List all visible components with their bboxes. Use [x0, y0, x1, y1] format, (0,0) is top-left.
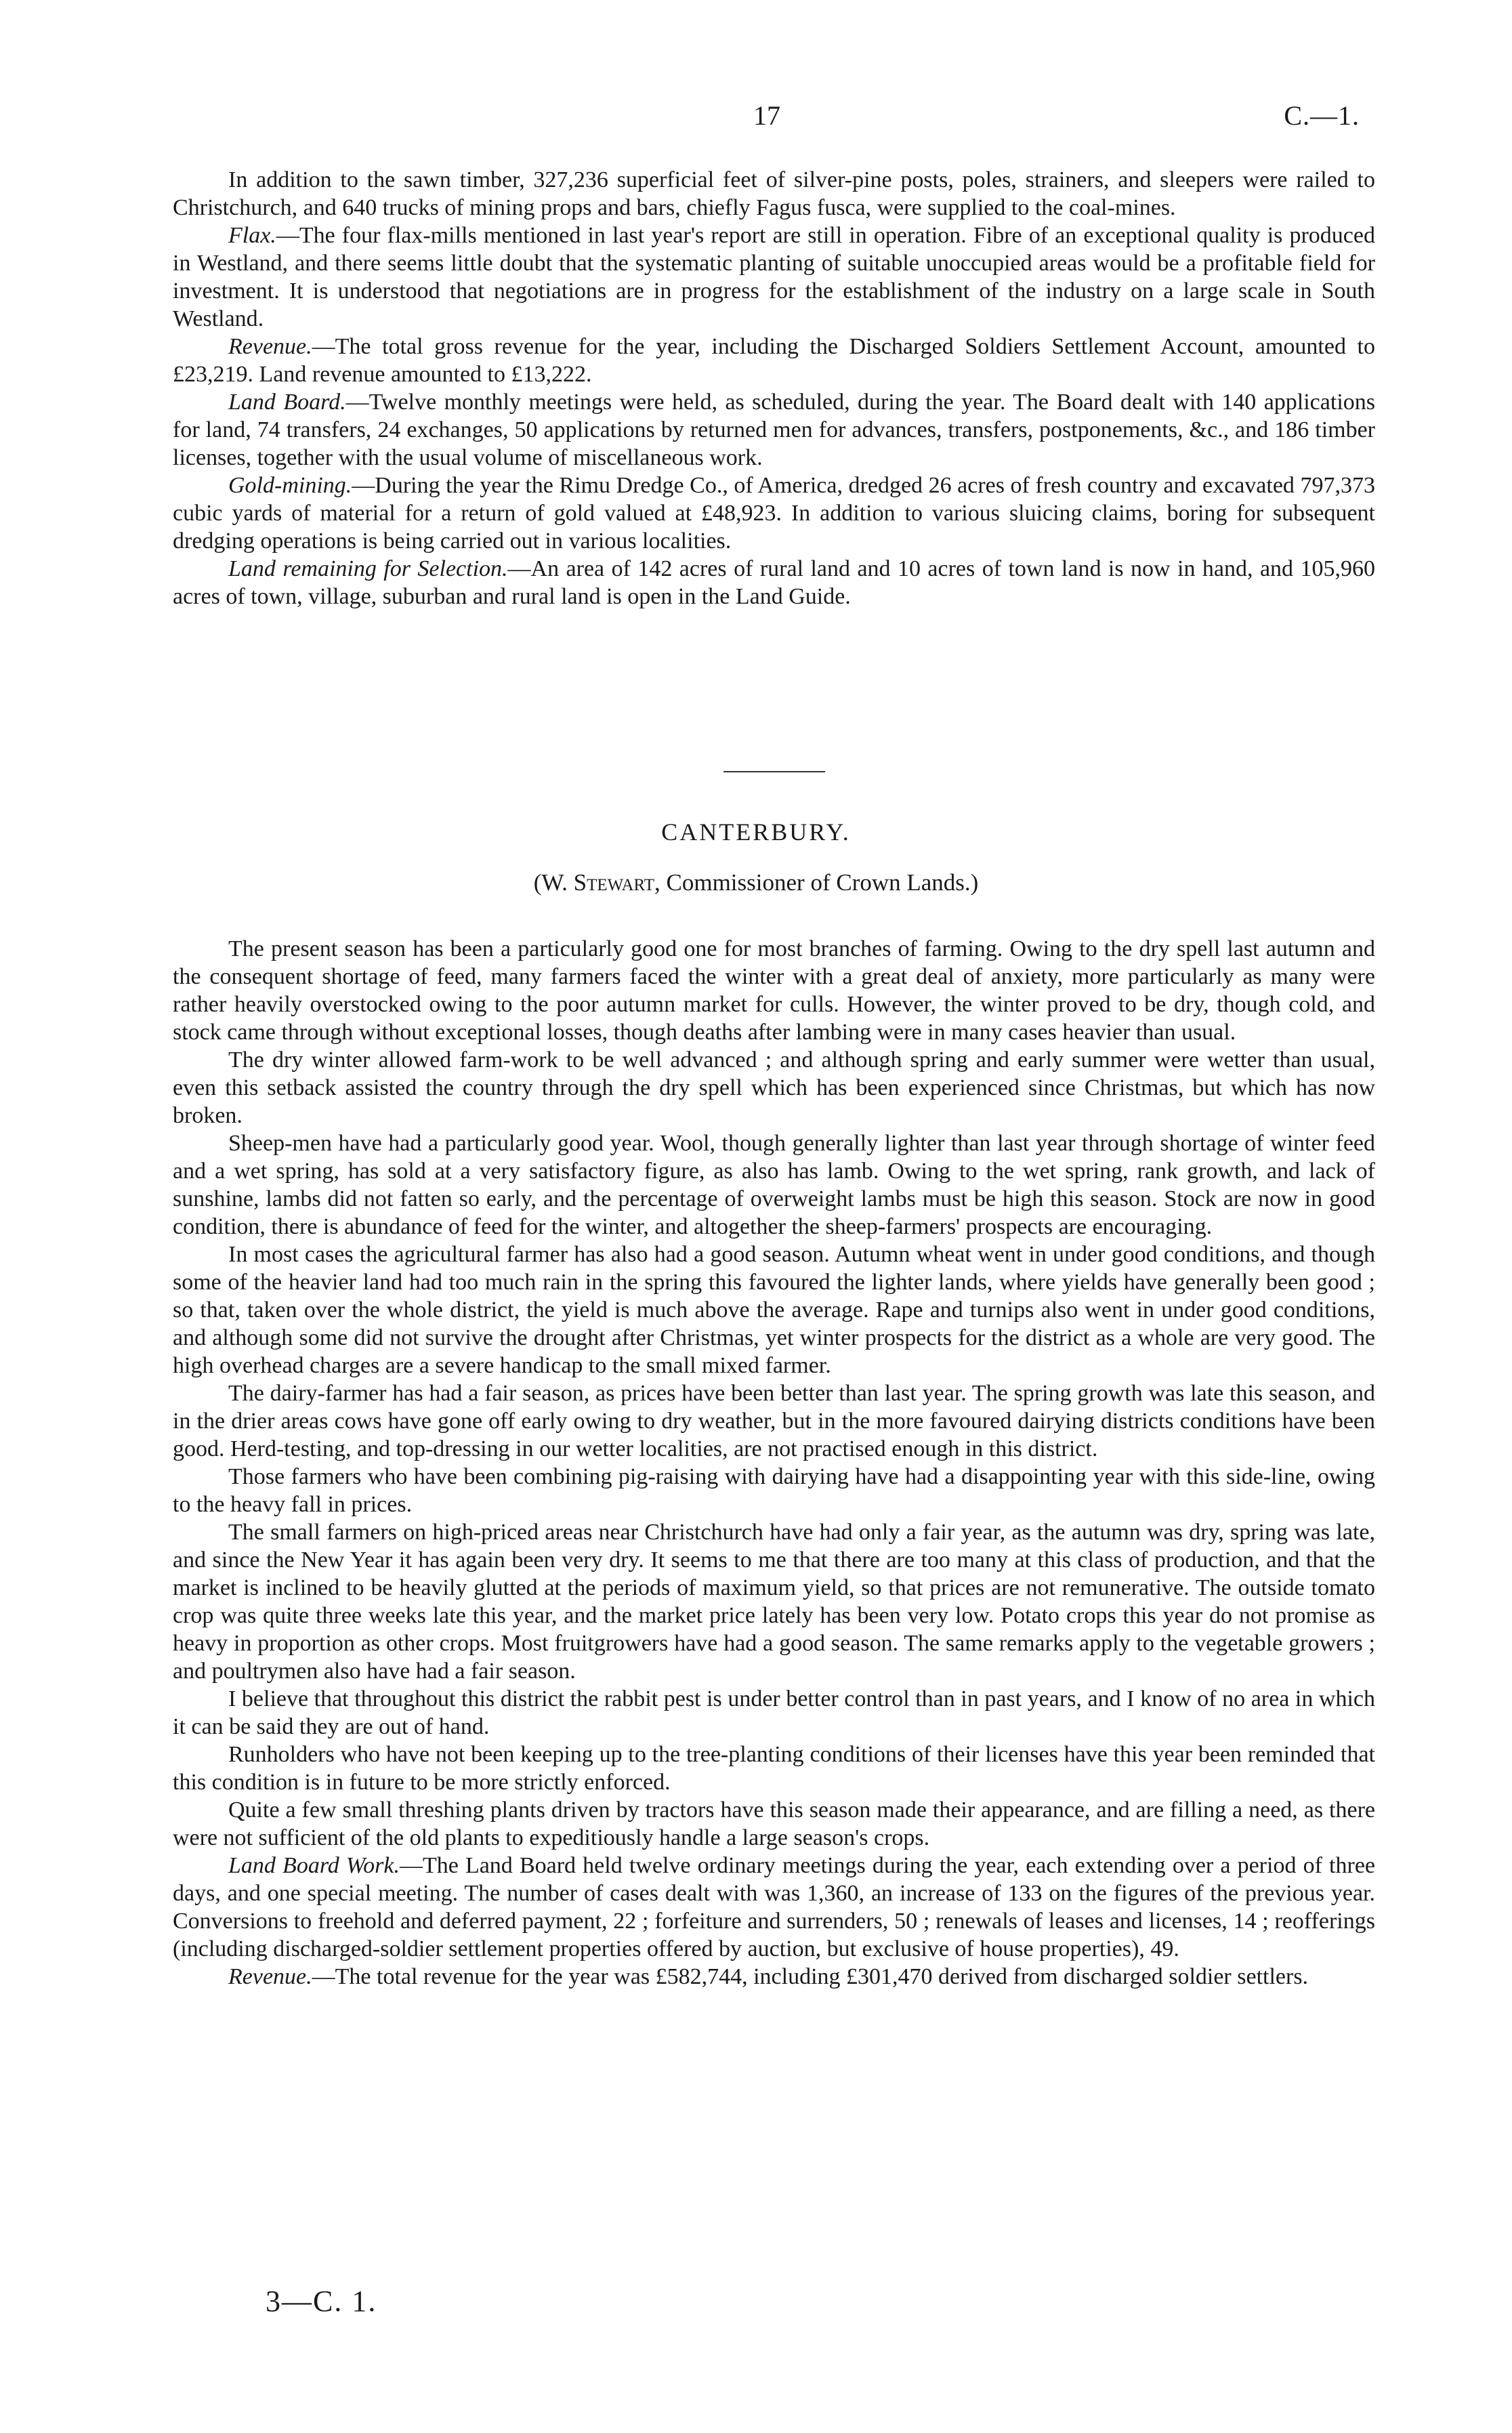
season-paragraph: The present season has been a particularly good one for most branches of farming. Owing to the dry spell last autumn and the consequent shortage of feed, many farmers faced the winter with a great deal of anxiety, more particularly as many were rather heavily overstocked owing to the poor autumn market for culls. However, the winter proved to be dry, though cold, and stock came through without exceptional losses, though deaths after lambing were in many cases heavier than usual.	[173, 936, 1375, 1045]
pig-raising-paragraph: Those farmers who have been combining pig-raising with dairying have had a disappointing year with this side-line, owing to the heavy fall in prices.	[173, 1464, 1375, 1517]
dry-winter-paragraph: The dry winter allowed farm-work to be well advanced ; and although spring and early summer were wetter than usual, even this setback assisted the country through the dry spell which has been experienced since Christmas, but which has now broken.	[173, 1047, 1375, 1128]
section-title: CANTERBURY.	[661, 818, 851, 846]
threshing-plants-paragraph: Quite a few small threshing plants driven by tractors have this season made their appearance, and are filling a need, as there were not sufficient of the old plants to expeditiously handle a large season's crops.	[173, 1797, 1375, 1850]
commissioner-name: Stewart	[573, 869, 655, 896]
flax-paragraph	[173, 222, 1375, 333]
dairy-paragraph: The dairy-farmer has had a fair season, as prices have been better than last year. The spring growth was late this season, and in the drier areas cows have gone off early owing to dry weather, but in the more favoured dairying districts conditions have been good. Herd-testing, and top-dressing in our wetter localities, are not practised enough in this district.	[173, 1381, 1375, 1461]
tree-planting-paragraph: Runholders who have not been keeping up to the tree-planting conditions of their licenses have this year been reminded that this condition is in future to be more strictly enforced.	[173, 1742, 1375, 1795]
westland-continued-section	[173, 166, 1375, 610]
gold-mining-paragraph	[173, 472, 1375, 555]
land-selection-paragraph	[173, 555, 1375, 610]
land-board-text: —Twelve monthly meetings were held, as scheduled, during the year. The Board dealt with 140 applications for land, 74 transfers, 24 exchanges, 50 applications by returned men for advances, transfers, postponements, &c., and 186 timber licenses, together with the usual volume of miscellaneous work.	[173, 390, 1375, 470]
agriculture-paragraph: In most cases the agricultural farmer has also had a good season. Autumn wheat went in under good conditions, and though some of the heavier land had too much rain in the spring this favoured the lighter lands, where yields have generally been good ; so that, taken over the whole district, the yield is much above the average. Rape and turnips also went in under good conditions, and although some did not survive the drought after Christmas, yet winter prospects for the district as a whole are very good. The high overhead charges are a severe handicap to the small mixed farmer.	[173, 1242, 1375, 1378]
land-board-paragraph	[173, 388, 1375, 472]
canterbury-revenue-text: —The total revenue for the year was £582,744, including £301,470 derived from discharged soldier settlers.	[312, 1964, 1309, 1989]
page-number: 17	[753, 100, 780, 131]
timber-paragraph: In addition to the sawn timber, 327,236 superficial feet of silver-pine posts, poles, strainers, and sleepers were railed to Christchurch, and 640 trucks of mining props and bars, chiefly Fagus fusca, were supplied to the coal-mines.	[173, 167, 1375, 220]
section-divider	[723, 771, 825, 772]
rabbit-pest-paragraph: I believe that throughout this district the rabbit pest is under better control than in past years, and I know of no area in which it can be said they are out of hand.	[173, 1686, 1375, 1739]
land-selection-heading: Land remaining for Selection.	[228, 556, 508, 581]
land-board-heading: Land Board.	[228, 390, 346, 415]
land-selection-text: —An area of 142 acres of rural land and 10 acres of town land is now in hand, and 105,960 acres of town, village, suburban and rural land is open in the Land Guide.	[173, 556, 1375, 609]
flax-heading: Flax.	[228, 223, 276, 248]
canterbury-section	[173, 935, 1375, 1991]
sheep-paragraph: Sheep-men have had a particularly good year. Wool, though generally lighter than last year through shortage of winter feed and a wet spring, has sold at a very satisfactory figure, as also has lamb. Owing to the wet spring, rank growth, and lack of sunshine, lambs did not fatten so early, and the percentage of overweight lambs must be high this season. Stock are now in good condition, there is abundance of feed for the winter, and altogether the sheep-farmers' prospects are encouraging.	[173, 1131, 1375, 1239]
series-code: C.—1.	[1284, 100, 1360, 131]
revenue-heading: Revenue.	[228, 334, 312, 359]
land-board-work-text: —The Land Board held twelve ordinary meetings during the year, each extending over a period of three days, and one special meeting. The number of cases dealt with was 1,360, an increase of 133 on the figures of the previous year. Conversions to freehold and deferred payment, 22 ; forfeiture and surrenders, 50 ; renewals of leases and licenses, 14 ; reofferings (including discharged-soldier settlement properties offered by auction, but exclusive of house properties), 49.	[173, 1853, 1376, 1961]
land-board-work-paragraph	[173, 1852, 1375, 1963]
canterbury-revenue-heading: Revenue.	[228, 1964, 312, 1989]
revenue-text: —The total gross revenue for the year, including the Discharged Soldiers Settlement Account, amounted to £23,219. Land revenue amounted to £13,222.	[173, 334, 1375, 387]
flax-text: —The four flax-mills mentioned in last year's report are still in operation. Fibre of an exceptional quality is produced in Westland, and there seems little doubt that the systematic planting of suitable unoccupied areas would be a profitable field for investment. It is understood that negotiations are in progress for the establishment of the industry on a large scale in South Westland.	[173, 223, 1375, 331]
commissioner-line	[0, 869, 1512, 896]
page-header	[0, 102, 1512, 136]
canterbury-revenue-paragraph	[173, 1963, 1375, 1991]
commissioner-open: (W.	[533, 869, 574, 896]
small-farmers-paragraph: The small farmers on high-priced areas near Christchurch have had only a fair year, as the autumn was dry, spring was late, and since the New Year it has again been very dry. It seems to me that there are too many at this class of production, and that the market is inclined to be heavily glutted at the periods of maximum yield, so that prices are not remunerative. The outside tomato crop was quite three weeks late this year, and the market price lately has been very low. Potato crops this year do not promise as heavy in proportion as other crops. Most fruitgrowers have had a good season. The same remarks apply to the vegetable growers ; and poultrymen also have had a fair season.	[173, 1520, 1375, 1684]
land-board-work-heading: Land Board Work.	[228, 1853, 400, 1878]
commissioner-rest: , Commissioner of Crown Lands.)	[654, 869, 979, 896]
signature-mark: 3—C. 1.	[266, 2285, 377, 2318]
revenue-paragraph	[173, 333, 1375, 388]
gold-mining-text: —During the year the Rimu Dredge Co., of America, dredged 26 acres of fresh country and excavated 797,373 cubic yards of material for a return of gold valued at £48,923. In addition to various sluicing claims, boring for subsequent dredging operations is being carried out in various localities.	[173, 473, 1375, 554]
gold-mining-heading: Gold-mining.	[228, 473, 352, 498]
